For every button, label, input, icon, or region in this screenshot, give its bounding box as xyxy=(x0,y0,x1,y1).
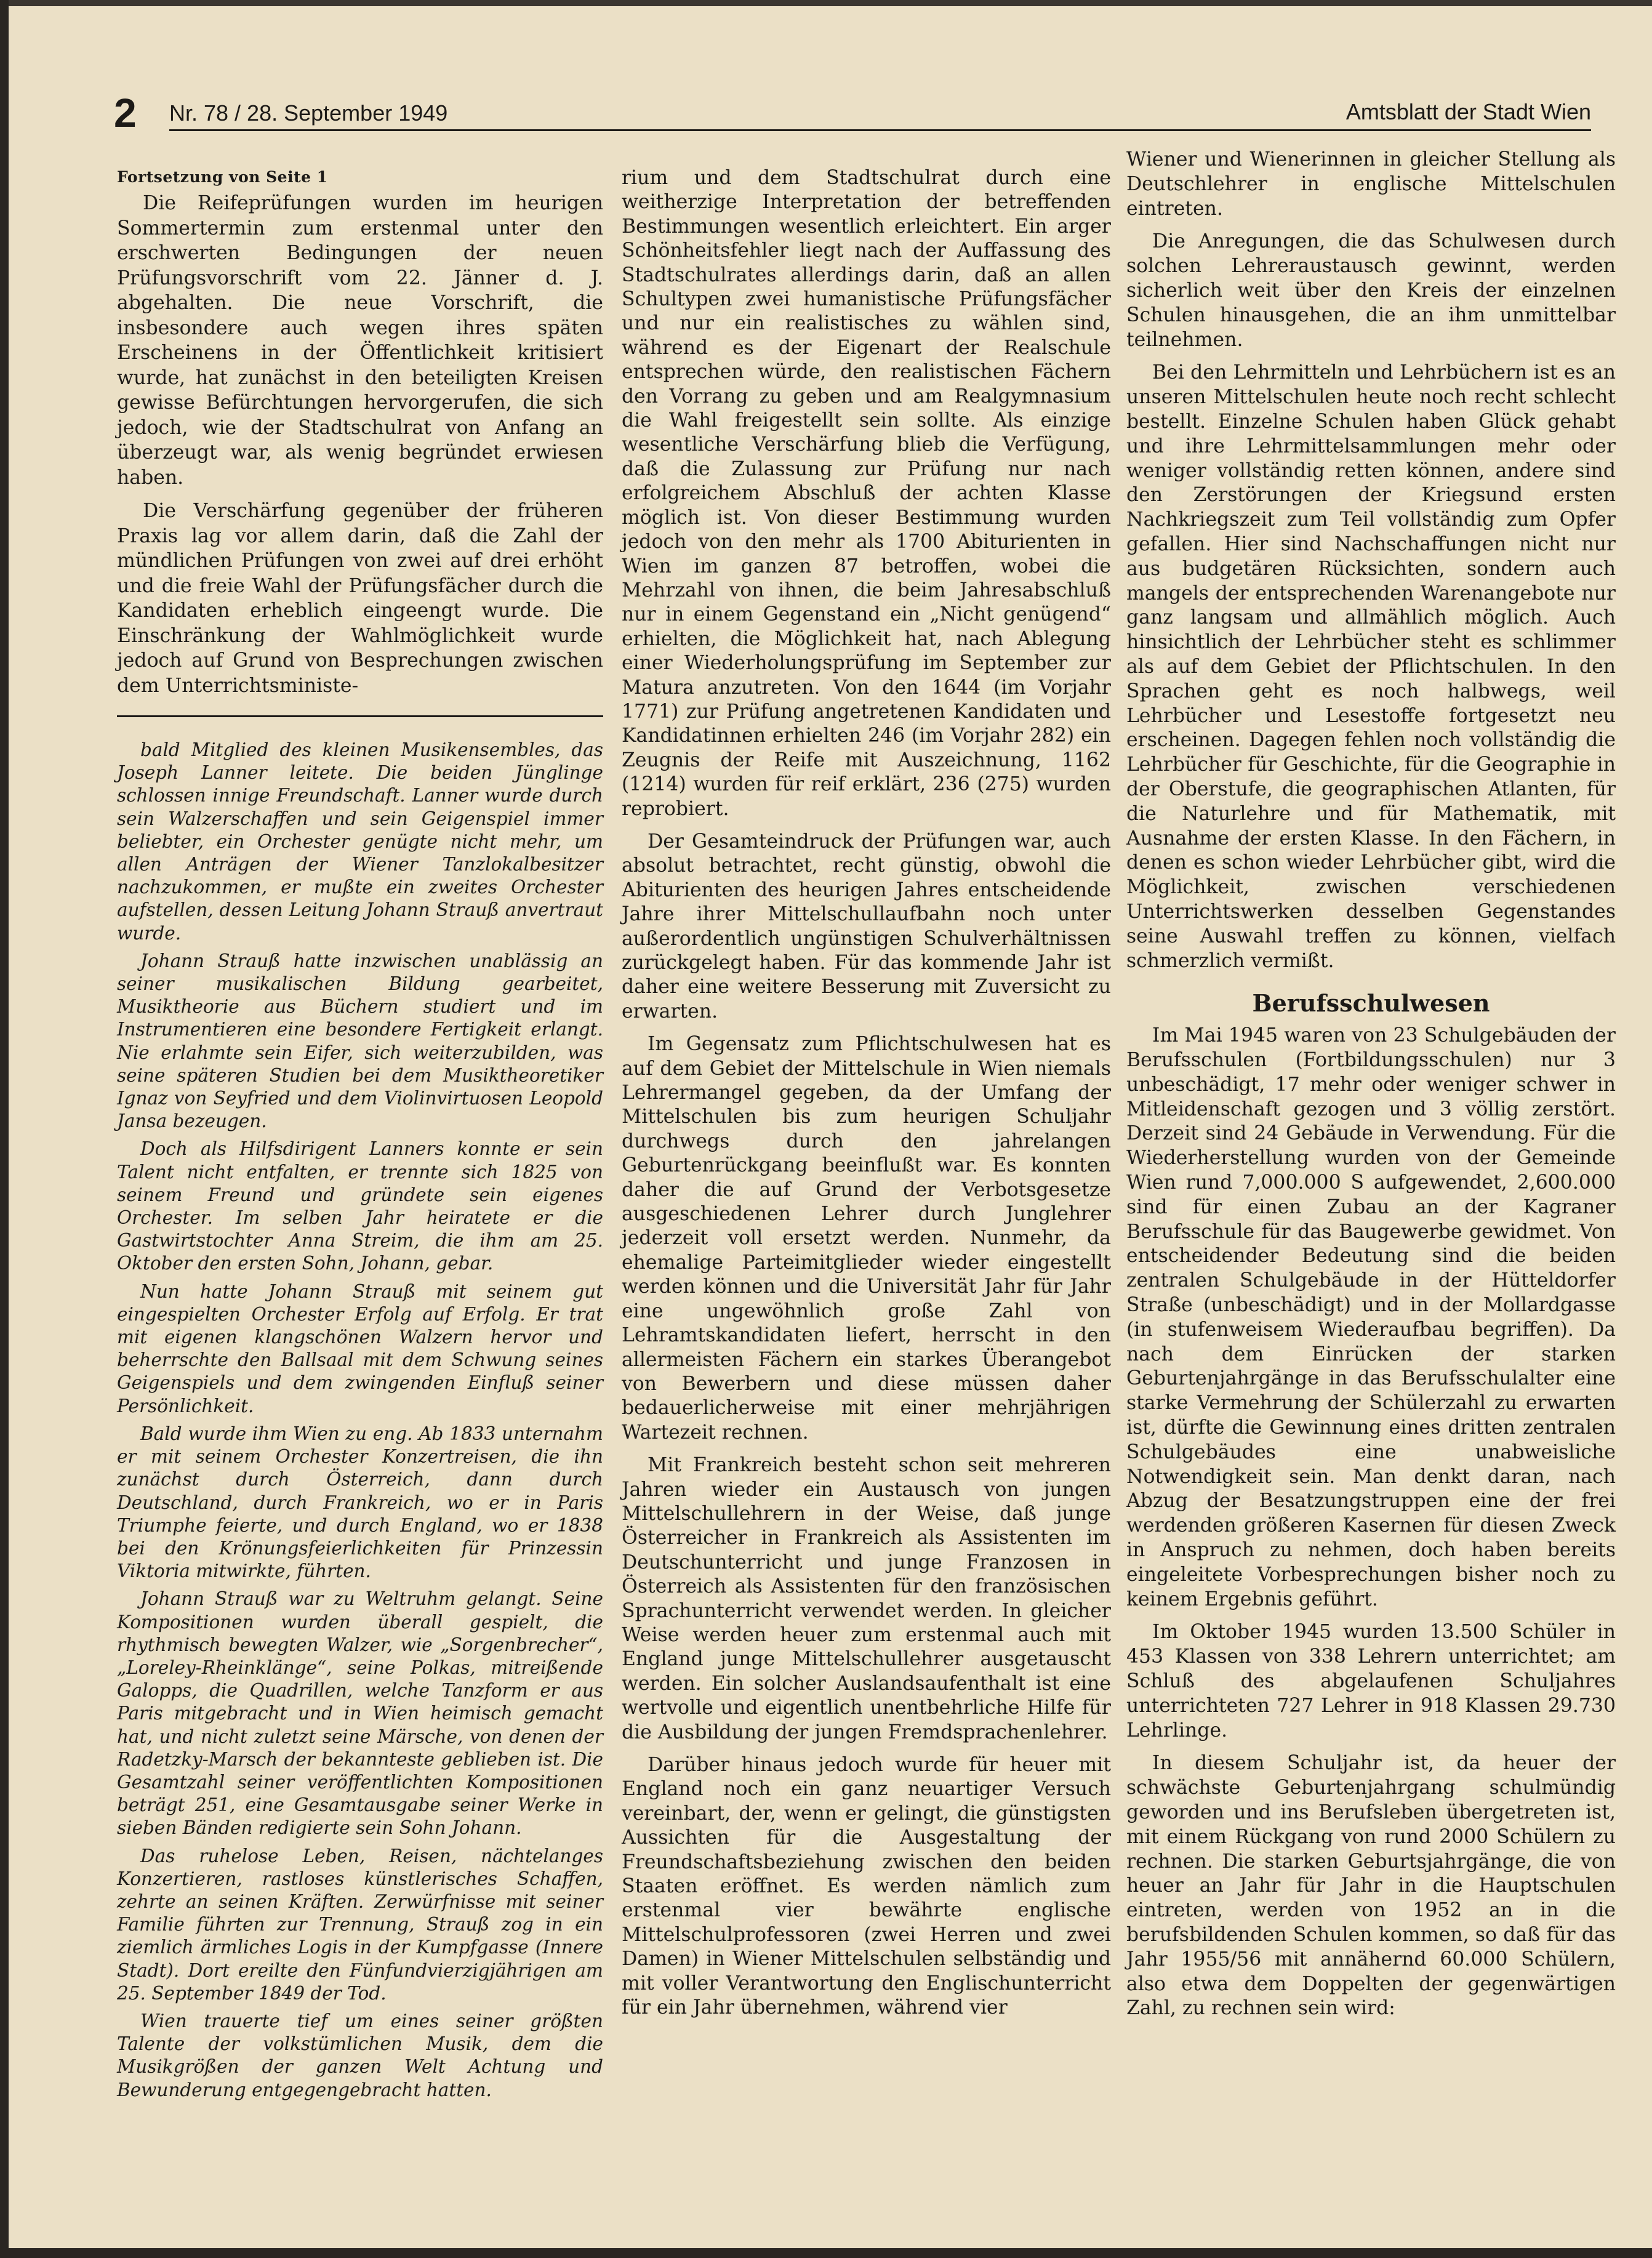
scan-edge-bottom xyxy=(0,2248,1652,2258)
section-heading: Berufsschulwesen xyxy=(1252,989,1490,1018)
paragraph: rium und dem Stadtschulrat durch eine weitherzige Interpretation der betreffenden Bestimmungen wesentlich erleichtert. Ein arger Schönheitsfehler liegt nach der Auffassung des Stadtschulrates allerdings darin, daß an allen Schultypen zwei humanistische Prüfungsfächer und nur ein realistisches zu wählen sind, während es der Eigenart der Realschule entsprechen würde, den realistischen Fächern den Vorrang zu geben und am Realgymnasium die Wahl freigestellt sein sollte. Als einzige wesentliche Verschärfung blieb die Verfügung, daß die Zulassung zur Prüfung nur nach erfolgreichem Abschluß der achten Klasse möglich ist. Von dieser Bestimmung wurden jedoch von den mehr als 1700 Abiturienten in Wien im ganzen 87 betroffen, wobei die Mehrzahl von ihnen, die beim Jahresabschluß nur in einem Gegenstand ein „Nicht genügend“ erhielten, die Möglichkeit hat, nach Ablegung einer Wiederholungsprüfung im September zur Matura anzutreten. Von den 1644 (im Vorjahr 1771) zur Prüfung angetretenen Kandidaten und Kandidatinnen erhielten 246 (im Vorjahr 282) ein Zeugnis der Reife mit Auszeichnung, 1162 (1214) wurden für reif erklärt, 236 (275) wurden reprobiert. xyxy=(622,167,1111,820)
paragraph: Bald wurde ihm Wien zu eng. Ab 1833 unternahm er mit seinem Orchester Konzertreisen, die ihn zunächst durch Österreich, dann durch Deutschland, durch Frankreich, wo er in Paris Triumphe feierte, und durch England, wo er 1838 bei den Krönungsfeierlichkeiten für Prinzessin Viktoria mitwirkte, führten. xyxy=(117,1423,603,1582)
paragraph: Im Oktober 1945 wurden 13.500 Schüler in 453 Klassen von 338 Lehrern unterrichtet; am Schluß des abgelaufenen Schuljahres unterrichteten 727 Lehrer in 918 Klassen 29.730 Lehrlinge. xyxy=(1126,1621,1616,1742)
paragraph: Wien trauerte tief um eines seiner größten Talente der volkstümlichen Musik, dem die Musikgrößen der ganzen Welt Achtung und Bewunderung entgegengebracht hatten. xyxy=(117,2010,603,2100)
continuation-label: Fortsetzung von Seite 1 xyxy=(117,168,328,186)
paragraph: Mit Frankreich besteht schon seit mehreren Jahren wieder ein Austausch von jungen Mittelschullehrern in der Weise, daß junge Österreicher in Frankreich als Assistenten im Deutschunterricht und junge Franzosen in Österreich als Assistenten für den französischen Sprachunterricht verwendet werden. In gleicher Weise werden heuer zum erstenmal auch mit England junge Mittelschullehrer ausgetauscht werden. Ein solcher Auslandsaufenthalt ist eine wertvolle und eigentlich unentbehrliche Hilfe für die Ausbildung der jungen Fremdsprachenlehrer. xyxy=(622,1454,1111,1743)
strauss-article xyxy=(117,739,603,2107)
page-number: 2 xyxy=(114,90,137,135)
paragraph: Im Mai 1945 waren von 23 Schulgebäuden der Berufsschulen (Fortbildungsschulen) nur 3 unbeschädigt, 17 mehr oder weniger schwer in Mitleidenschaft gezogen und 3 völlig zerstört. Derzeit sind 24 Gebäude in Verwendung. Für die Wiederherstellung wurden von der Gemeinde Wien rund 7,000.000 S aufgewendet, 2,600.000 sind für einen Zubau an der Kagraner Berufsschule für das Baugewerbe gewidmet. Von entscheidender Bedeutung sind die beiden zentralen Schulgebäude in der Hütteldorfer Straße (unbeschädigt) und in der Mollardgasse (in stufenweisem Wiederaufbau begriffen). Da nach dem Einrücken der starken Geburtenjahrgänge in das Berufsschulalter eine starke Vermehrung der Schülerzahl zu erwarten ist, dürfte die Gewinnung eines dritten zentralen Schulgebäudes eine unabweisliche Notwendigkeit sein. Man denkt daran, nach Abzug der Besatzungstruppen eine der frei werdenden größeren Kasernen für diesen Zweck in Anspruch zu nehmen, doch haben bereits eingeleitete Vorbesprechungen bisher noch zu keinem Ergebnis geführt. xyxy=(1126,1024,1616,1610)
issue-info: Nr. 78 / 28. September 1949 xyxy=(169,100,448,126)
paragraph: Darüber hinaus jedoch wurde für heuer mit England noch ein ganz neuartiger Versuch vereinbart, der, wenn er gelingt, die günstigsten Aussichten für die Ausgestaltung der Freundschaftsbeziehung zwischen den beiden Staaten eröffnet. Es werden nämlich zum erstenmal vier bewährte englische Mittelschulprofessoren (zwei Herren und zwei Damen) in Wiener Mittelschulen selbständig und mit voller Verantwortung den Englischunterricht für ein Jahr übernehmen, während vier xyxy=(622,1754,1111,2019)
paragraph: Johann Strauß war zu Weltruhm gelangt. Seine Kompositionen wurden überall gespielt, die rhythmisch bewegten Walzer, wie „Sorgenbrecher“, „Loreley-Rheinklänge“, seine Polkas, mitreißende Galopps, die Quadrillen, welche Tanzform er aus Paris mitgebracht und in Wien heimisch gemacht hat, und nicht zuletzt seine Märsche, von denen der Radetzky-Marsch der bekannteste geblieben ist. Die Gesamtzahl seiner veröffentlichten Kompositionen beträgt 251, eine Gesamtausgabe seiner Werke in sieben Bänden redigierte sein Sohn Johann. xyxy=(117,1588,603,1839)
column-2 xyxy=(622,166,1111,2028)
article-separator xyxy=(117,715,603,717)
paragraph: Der Gesamteindruck der Prüfungen war, auch absolut betrachtet, recht günstig, obwohl die Abiturienten des heurigen Jahres entscheidende Jahre ihrer Mittelschullaufbahn noch unter außerordentlich ungünstigen Schulverhältnissen zurückgelegt haben. Für das kommende Jahr ist daher eine weitere Besserung mit Zuversicht zu erwarten. xyxy=(622,830,1111,1023)
scan-edge-top xyxy=(0,0,1652,6)
paragraph: Die Verschärfung gegenüber der früheren Praxis lag vor allem darin, daß die Zahl der mündlichen Prüfungen von zwei auf drei erhöht und die freie Wahl der Prüfungsfächer durch die Kandidaten erheblich eingeengt wurde. Die Einschränkung der Wahlmöglichkeit wurde jedoch auf Grund von Besprechungen zwischen dem Unterrichtsministe- xyxy=(117,500,603,697)
page-header xyxy=(114,92,1591,133)
paragraph: Die Anregungen, die das Schulwesen durch solchen Lehreraustausch gewinnt, werden sicherlich weit über den Kreis der einzelnen Schulen hinausgehen, die an ihm unmittelbar teilnehmen. xyxy=(1126,230,1616,351)
paragraph: Die Reifeprüfungen wurden im heurigen Sommertermin zum erstenmal unter den erschwerten Bedingungen der neuen Prüfungsvorschrift vom 22. Jänner d. J. abgehalten. Die neue Vorschrift, die insbesondere auch wegen ihres späten Erscheinens in der Öffentlichkeit kritisiert wurde, hat zunächst in den beteiligten Kreisen gewisse Befürchtungen hervorgerufen, die sich jedoch, wie der Stadtschulrat von Anfang an überzeugt war, als wenig begründet erwiesen haben. xyxy=(117,192,603,489)
paragraph: Nun hatte Johann Strauß mit seinem gut eingespielten Orchester Erfolg auf Erfolg. Er trat mit eigenen klangschönen Walzern hervor und beherrschte den Ballsaal mit dem Schwung seines Geigenspiels und dem zwingenden Einfluß seiner Persönlichkeit. xyxy=(117,1280,603,1416)
paragraph: Doch als Hilfsdirigent Lanners konnte er sein Talent nicht entfalten, er trennte sich 1825 von seinem Freund und gründete sein eigenes Orchester. Im selben Jahr heiratete er die Gastwirtstochter Anna Streim, die ihm am 25. Oktober den ersten Sohn, Johann, gebar. xyxy=(117,1138,603,1274)
paragraph: Im Gegensatz zum Pflichtschulwesen hat es auf dem Gebiet der Mittelschule in Wien niemals Lehrermangel gegeben, da der Umfang der Mittelschulen bis zum heurigen Schuljahr durchwegs durch den jahrelangen Geburtenrückgang beeinflußt war. Es konnten daher die auf Grund der Verbotsgesetze ausgeschiedenen Lehrer durch Junglehrer jederzeit voll ersetzt werden. Nunmehr, da ehemalige Parteimitglieder wieder eingestellt werden können und die Universität Jahr für Jahr eine ungewöhnlich große Zahl von Lehramtskandidaten liefert, herrscht in den allermeisten Fächern ein starkes Überangebot von Bewerbern und diese müssen daher bedauerlicherweise mit einer mehrjährigen Wartezeit rechnen. xyxy=(622,1033,1111,1444)
scan-edge-left xyxy=(0,0,9,2258)
column-3 xyxy=(1126,148,1616,2030)
paragraph: Wiener und Wienerinnen in gleicher Stellung als Deutschlehrer in englische Mittelschulen eintreten. xyxy=(1126,148,1616,220)
publication-title: Amtsblatt der Stadt Wien xyxy=(1345,99,1591,124)
paragraph: bald Mitglied des kleinen Musikensembles, das Joseph Lanner leitete. Die beiden Jünglinge schlossen innige Freundschaft. Lanner wurde durch sein Walzerschaffen und sein Geigenspiel immer beliebter, ein Orchester genügte nicht mehr, um allen Anträgen der Wiener Tanzlokalbesitzer nachzukommen, er mußte ein zweites Orchester aufstellen, dessen Leitung Johann Strauß anvertraut wurde. xyxy=(117,739,603,944)
header-rule xyxy=(169,129,1591,131)
paragraph: In diesem Schuljahr ist, da heuer der schwächste Geburtenjahrgang schulmündig geworden und ins Berufsleben übergetreten ist, mit einem Rückgang von rund 2000 Schülern zu rechnen. Die starken Geburtsjahrgänge, die von heuer an Jahr für Jahr in die Hauptschulen eintreten, werden von 1952 an in die berufsbildenden Schulen kommen, so daß für das Jahr 1955/56 mit annähernd 60.000 Schülern, also etwa dem Doppelten der gegenwärtigen Zahl, zu rechnen sein wird: xyxy=(1126,1752,1616,2020)
paragraph: Das ruhelose Leben, Reisen, nächtelanges Konzertieren, rastloses künstlerisches Schaffen, zehrte an seinen Kräften. Zerwürfnisse mit seiner Familie führten zur Trennung, Strauß zog in ein ziemlich ärmliches Logis in der Kumpfgasse (Innere Stadt). Dort ereilte den Fünfundvierzigjährigen am 25. September 1849 der Tod. xyxy=(117,1845,603,2004)
paragraph: Bei den Lehrmitteln und Lehrbüchern ist es an unseren Mittelschulen heute noch recht schlecht bestellt. Einzelne Schulen haben Glück gehabt und ihre Lehrmittelsammlungen mehr oder weniger vollständig retten können, andere sind den Zerstörungen der Kriegsund ersten Nachkriegszeit zum Teil vollständig zum Opfer gefallen. Hier sind Nachschaffungen nicht nur aus budgetären Rücksichten, sondern auch mangels der entsprechenden Warenangebote nur ganz langsam und allmählich möglich. Auch hinsichtlich der Lehrbücher steht es schlimmer als auf dem Gebiet der Pflichtschulen. In den Sprachen geht es noch halbwegs, weil Lehrbücher und Lesestoffe fortgesetzt neu erscheinen. Dagegen fehlen noch vollständig die Lehrbücher für Geschichte, für die Geographie in der Oberstufe, die geographischen Atlanten, für die Naturlehre und für Mathematik, mit Ausnahme der ersten Klasse. In den Fächern, in denen es schon wieder Lehrbücher gibt, wird die Möglichkeit, zwischen verschiedenen Unterrichtswerken desselben Gegenstandes seine Auswahl treffen zu können, vielfach schmerzlich vermißt. xyxy=(1126,361,1616,972)
paragraph: Johann Strauß hatte inzwischen unablässig an seiner musikalischen Bildung gearbeitet, Musiktheorie aus Büchern studiert und im Instrumentieren eine besondere Fertigkeit erlangt. Nie erlahmte sein Eifer, sich weiterzubilden, was seine späteren Studien bei dem Musiktheoretiker Ignaz von Seyfried und dem Violinvirtuosen Leopold Jansa bezeugen. xyxy=(117,950,603,1132)
column-1 xyxy=(117,166,603,707)
